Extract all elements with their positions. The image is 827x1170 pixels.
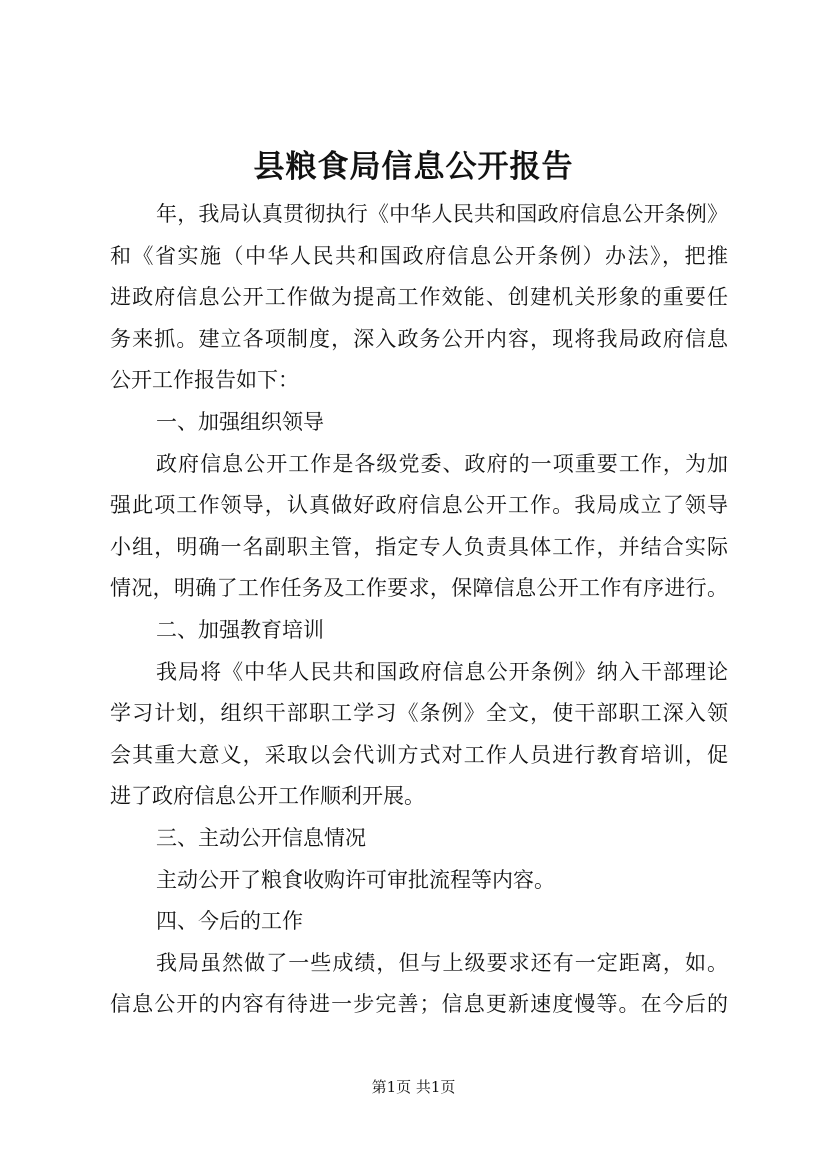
- paragraph-line: 进政府信息公开工作做为提高工作效能、创建机关形象的重要任: [110, 285, 728, 310]
- paragraph-line: 小组，明确一名副职主管，指定专人负责具体工作，并结合实际: [110, 534, 728, 559]
- section-heading: 三、主动公开信息情况: [156, 825, 366, 850]
- document-body: [110, 194, 728, 1026]
- paragraph-line: 政府信息公开工作是各级党委、政府的一项重要工作，为加: [156, 451, 728, 476]
- paragraph-line: 年，我局认真贯彻执行《中华人民共和国政府信息公开条例》: [156, 202, 728, 226]
- document-title: 县粮食局信息公开报告: [253, 149, 574, 185]
- paragraph-line: 我局将《中华人民共和国政府信息公开条例》纳入干部理论: [156, 659, 728, 684]
- paragraph-line: 主动公开了粮食收购许可审批流程等内容。: [156, 867, 555, 892]
- paragraph-line: 和《省实施（中华人民共和国政府信息公开条例）办法》，把推: [110, 243, 728, 268]
- paragraph-line: 务来抓。建立各项制度，深入政务公开内容，现将我局政府信息: [110, 326, 728, 351]
- paragraph-line: 强此项工作领导，认真做好政府信息公开工作。我局成立了领导: [110, 493, 728, 518]
- paragraph-line: 我局虽然做了一些成绩，但与上级要求还有一定距离，如。: [156, 950, 728, 975]
- section-heading: 二、加强教育培训: [156, 617, 324, 642]
- section-heading: 四、今后的工作: [156, 909, 303, 934]
- section-heading: 一、加强组织领导: [156, 409, 324, 434]
- paragraph-line: 会其重大意义，采取以会代训方式对工作人员进行教育培训，促: [110, 742, 728, 767]
- paragraph-line: 学习计划，组织干部职工学习《条例》全文，使干部职工深入领: [110, 701, 728, 726]
- page-number-footer: 第1页 共1页: [371, 1078, 456, 1096]
- paragraph-line: 情况，明确了工作任务及工作要求，保障信息公开工作有序进行。: [110, 576, 728, 601]
- paragraph-line: 公开工作报告如下：: [110, 368, 299, 393]
- paragraph-line: 进了政府信息公开工作顺利开展。: [110, 784, 425, 809]
- paragraph-line: 信息公开的内容有待进一步完善；信息更新速度慢等。在今后的: [110, 992, 728, 1017]
